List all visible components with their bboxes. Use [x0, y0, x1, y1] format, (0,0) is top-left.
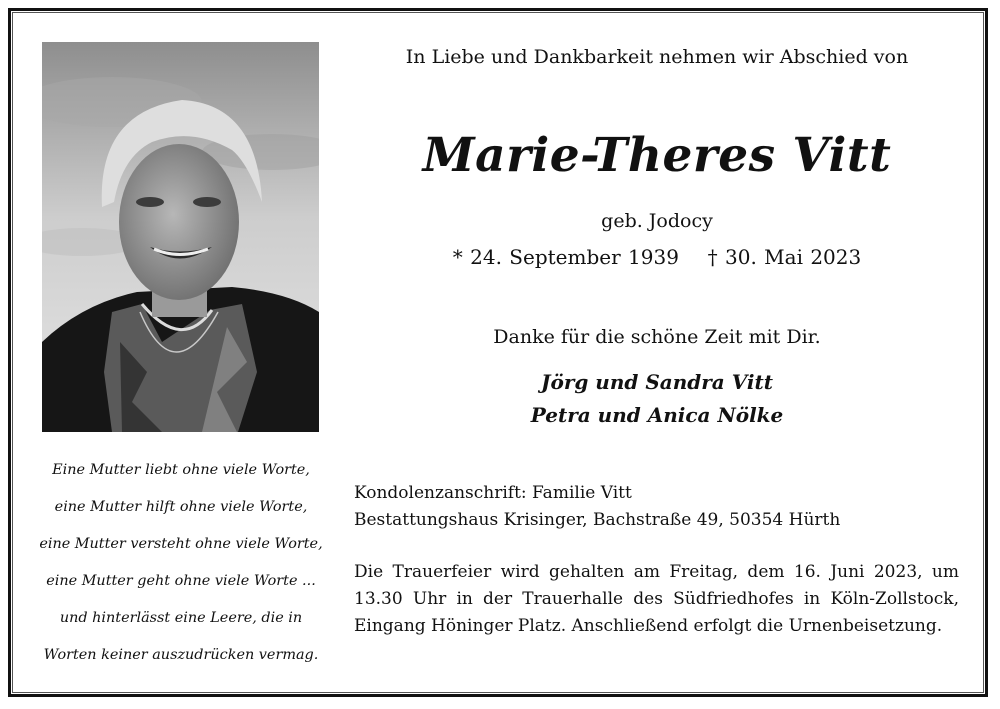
poem-line: eine Mutter geht ohne viele Worte ... — [46, 573, 316, 589]
portrait-photo — [42, 42, 319, 432]
condolence-line: Bestattungshaus Krisinger, Bachstraße 49, 50354 Hürth — [354, 510, 841, 530]
intro-line: In Liebe und Dankbarkeit nehmen wir Abschied von — [405, 46, 909, 68]
poem-line: eine Mutter hilft ohne viele Worte, — [54, 499, 308, 515]
cross-icon: † — [707, 245, 718, 269]
deceased-name: Marie-Theres Vitt — [422, 128, 892, 183]
family-member: Petra und Anica Nölke — [530, 403, 784, 427]
poem-line: Worten keiner auszudrücken vermag. — [43, 647, 319, 663]
condolence-address — [354, 480, 964, 534]
maiden-name: geb. Jodocy — [601, 210, 713, 232]
memorial-poem — [30, 452, 332, 674]
birth-date: 24. September 1939 — [470, 245, 679, 269]
birth-marker: * — [452, 245, 463, 269]
condolence-line: Kondolenzanschrift: Familie Vitt — [354, 483, 632, 503]
thanks-line: Danke für die schöne Zeit mit Dir. — [493, 326, 821, 348]
poem-line: eine Mutter versteht ohne viele Worte, — [39, 536, 323, 552]
family-signatures — [352, 366, 962, 432]
life-dates — [352, 245, 962, 269]
photo-face — [119, 144, 239, 300]
ceremony-notice: Die Trauerfeier wird gehalten am Freitag, dem 16. Juni 2023, um 13.30 Uhr in der Trauerhalle des Südfriedhofes in Köln-Zollstock, Eingang Höninger Platz. Anschließend erfolgt die Urnenbeisetzung. — [354, 562, 959, 636]
poem-line: Eine Mutter liebt ohne viele Worte, — [52, 462, 310, 478]
poem-line: und hinterlässt eine Leere, die in — [59, 610, 303, 626]
family-member: Jörg und Sandra Vitt — [541, 370, 773, 394]
death-date: 30. Mai 2023 — [725, 245, 862, 269]
